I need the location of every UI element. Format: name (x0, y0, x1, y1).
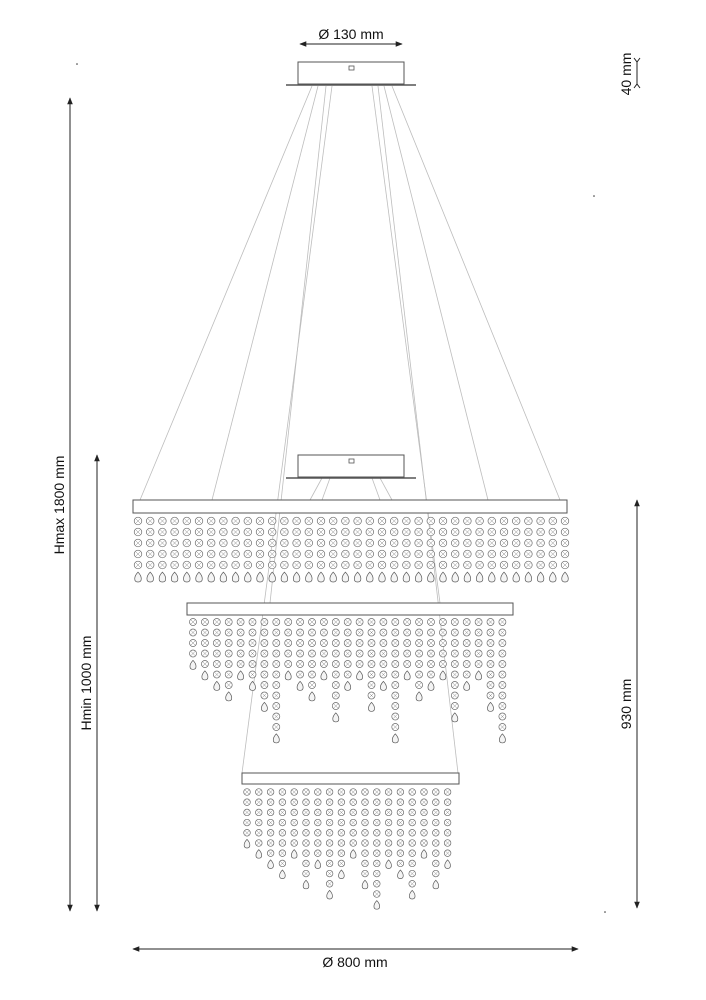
crystal-drop (214, 681, 220, 690)
body-height-dimension (618, 500, 637, 908)
lower-tier-crystals (244, 789, 451, 910)
crystal-drop (135, 572, 142, 582)
crystal-drop (202, 671, 208, 680)
crystal-drop (321, 671, 327, 680)
crystal-drop (464, 572, 471, 582)
crystal-drop (350, 850, 356, 859)
crystal-drop (268, 860, 274, 869)
suspension-cables (140, 86, 560, 773)
crystal-drop (327, 890, 333, 899)
crystal-drop (445, 860, 451, 869)
crystal-drop (537, 572, 544, 582)
crystal-drop (342, 572, 349, 582)
canopy-height-dimension (618, 53, 640, 96)
crystal-drop (244, 839, 250, 848)
crystal-drop (354, 572, 361, 582)
crystal-drop (357, 671, 363, 680)
height-max-dimension (51, 98, 70, 911)
crystal-drop (306, 572, 313, 582)
crystal-drop (171, 572, 178, 582)
crystal-drop (362, 880, 368, 889)
crystal-drop (285, 671, 291, 680)
crystal-drop (428, 681, 434, 690)
stray-mark (593, 195, 595, 197)
crystal-drop (220, 572, 227, 582)
upper-tier-crystals (134, 517, 569, 582)
top-canopy (286, 62, 416, 85)
crystal-drop (345, 681, 351, 690)
crystal-drop (256, 850, 262, 859)
canopy-diameter-label: Ø 130 mm (318, 26, 384, 42)
crystal-drop (318, 572, 325, 582)
crystal-drop (452, 713, 458, 722)
canopy-diameter-dimension (300, 26, 402, 44)
body-height-label: 930 mm (618, 678, 634, 730)
canopy-height-label: 40 mm (618, 52, 634, 96)
crystal-drop (476, 572, 483, 582)
crystal-drop (525, 572, 532, 582)
crystal-drop (374, 901, 380, 910)
crystal-drop (280, 870, 286, 879)
crystal-drop (273, 734, 279, 743)
crystal-drop (487, 702, 493, 711)
crystal-drop (208, 572, 215, 582)
crystal-drop (238, 671, 244, 680)
crystal-drop (404, 671, 410, 680)
crystal-drop (386, 860, 392, 869)
crystal-drop (391, 572, 398, 582)
height-max-label: Hmax 1800 mm (51, 455, 67, 555)
crystal-drop (489, 572, 496, 582)
crystal-drop (339, 870, 345, 879)
crystal-drop (499, 734, 505, 743)
crystal-drop (440, 671, 446, 680)
crystal-drop (379, 572, 386, 582)
crystal-drop (416, 692, 422, 701)
crystal-drop (147, 572, 154, 582)
crystal-drop (257, 572, 264, 582)
upper-ring (133, 500, 567, 513)
stray-mark (604, 911, 606, 913)
crystal-drop (392, 734, 398, 743)
crystal-drop (433, 880, 439, 889)
crystal-drop (464, 681, 470, 690)
crystal-drop (440, 572, 447, 582)
diameter-dimension (133, 949, 578, 970)
crystal-drop (409, 890, 415, 899)
crystal-drop (501, 572, 508, 582)
crystal-drop (562, 572, 569, 582)
stray-mark (76, 63, 78, 65)
crystal-drop (428, 572, 435, 582)
crystal-drop (315, 860, 321, 869)
crystal-drop (196, 572, 203, 582)
crystal-drop (333, 713, 339, 722)
crystal-drop (297, 681, 303, 690)
height-min-label: Hmin 1000 mm (78, 635, 94, 731)
crystal-drop (293, 572, 300, 582)
crystal-drop (249, 681, 255, 690)
crystal-drop (330, 572, 337, 582)
crystal-drop (226, 692, 232, 701)
lower-canopy (286, 455, 416, 478)
crystal-drop (367, 572, 374, 582)
crystal-drop (452, 572, 459, 582)
crystal-drop (184, 572, 191, 582)
crystal-drop (281, 572, 288, 582)
height-min-dimension (78, 455, 97, 911)
crystal-drop (261, 702, 267, 711)
diameter-label: Ø 800 mm (322, 954, 388, 970)
crystal-drop (403, 572, 410, 582)
crystal-drop (291, 850, 297, 859)
crystal-drop (232, 572, 239, 582)
crystal-drop (380, 681, 386, 690)
lower-ring (242, 773, 459, 784)
crystal-drop (421, 850, 427, 859)
crystal-drop (513, 572, 520, 582)
crystal-drop (476, 671, 482, 680)
crystal-drop (398, 870, 404, 879)
crystal-drop (309, 692, 315, 701)
crystal-drop (415, 572, 422, 582)
crystal-drop (368, 702, 374, 711)
crystal-drop (159, 572, 166, 582)
crystal-drop (550, 572, 557, 582)
crystal-drop (245, 572, 252, 582)
crystal-drop (269, 572, 276, 582)
middle-tier-crystals (190, 619, 506, 743)
middle-ring (187, 603, 513, 615)
crystal-drop (303, 880, 309, 889)
crystal-drop (190, 660, 196, 669)
